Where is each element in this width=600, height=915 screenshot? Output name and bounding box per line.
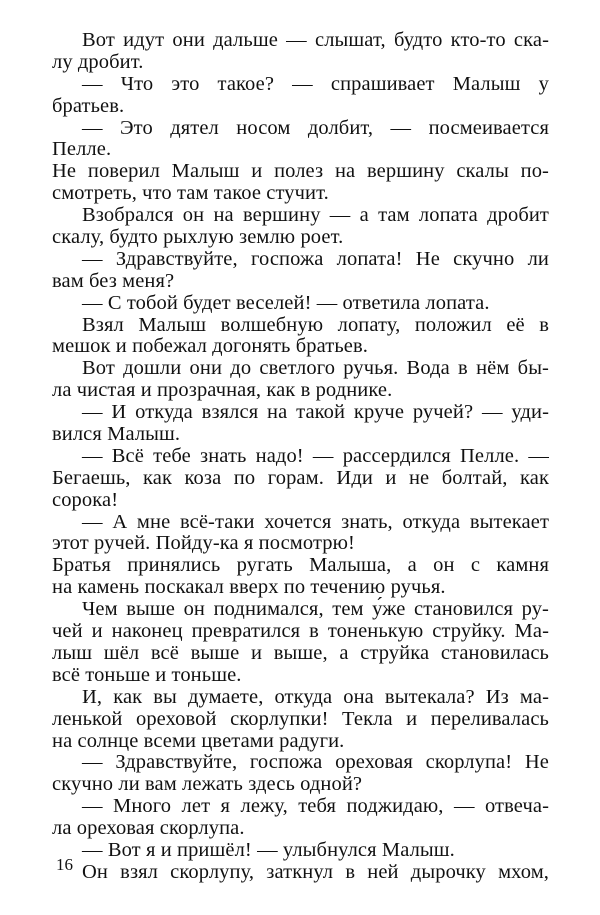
text-line: — И откуда взялся на такой круче ручей? — уди-	[82, 401, 549, 424]
text-line: ленькой ореховой скорлупки! Текла и переливалась	[52, 707, 549, 730]
text-line: Взобрался он на вершину — а там лопата дробит	[82, 204, 549, 227]
text-line: И, как вы думаете, откуда она вытекала? Из ма-	[82, 685, 549, 708]
text-line: ла ореховая скорлупа.	[52, 817, 245, 840]
text-line: Бегаешь, как коза по горам. Иди и не болтай, как	[52, 466, 549, 489]
text-line: — Много лет я лежу, тебя поджидаю, — отвеча-	[82, 795, 549, 818]
text-line: Братья принялись ругать Малыша, а он с камня	[52, 554, 549, 577]
text-line: этот ручей. Пойду-ка я посмотрю!	[52, 532, 355, 555]
text-line: Он взял скорлупу, заткнул в ней дырочку мхом,	[82, 860, 549, 883]
text-line: — С тобой будет веселей! — ответила лопата.	[82, 291, 490, 314]
text-line: — А мне всё-таки хочется знать, откуда вытекает	[82, 510, 549, 533]
text-line: чей и наконец превратился в тоненькую струйку. Ма-	[52, 620, 549, 643]
text-line: на солнце всеми цветами радуги.	[52, 729, 345, 752]
text-line: Вот идут они дальше — слышат, будто кто-то ска-	[82, 29, 549, 51]
text-line: лу дробит.	[52, 50, 144, 73]
text-line: — Это дятел носом долбит, — посмеивается	[82, 116, 549, 139]
text-line: вам без меня?	[52, 269, 175, 292]
text-line: Взял Малыш волшебную лопату, положил её в	[82, 313, 549, 336]
text-line: — Здравствуйте, госпожа лопата! Не скучно ли	[82, 247, 549, 270]
text-line: на камень поскакал вверх по течению ручья.	[52, 576, 446, 599]
page-number: 16	[56, 855, 73, 874]
text-line: ла чистая и прозрачная, как в роднике.	[52, 379, 393, 402]
text-line: — Всё тебе знать надо! — рассердился Пелле. —	[82, 444, 549, 467]
page-body-text	[52, 30, 549, 884]
text-line: всё тоньше и тоньше.	[52, 663, 242, 686]
text-line: — Здравствуйте, госпожа ореховая скорлупа! Не	[82, 751, 549, 774]
text-line: вился Малыш.	[52, 423, 181, 446]
text-line: — Вот я и пришёл! — улыбнулся Малыш.	[82, 838, 455, 861]
text-line: смотреть, что там такое стучит.	[52, 182, 329, 205]
text-line: скалу, будто рыхлую землю роет.	[52, 226, 344, 249]
text-line: Чем выше он поднимался, тем у́же становился ру-	[82, 598, 549, 621]
text-line: братьев.	[52, 94, 125, 117]
text-line: Вот дошли они до светлого ручья. Вода в нём бы-	[82, 357, 549, 380]
text-line: лыш шёл всё выше и выше, а струйка становилась	[52, 641, 549, 664]
text-line: скучно ли вам лежать здесь одной?	[52, 773, 363, 796]
text-line: — Что это такое? — спрашивает Малыш у	[82, 72, 549, 95]
text-line: мешок и побежал догонять братьев.	[52, 335, 368, 358]
text-line: Не поверил Малыш и полез на вершину скалы по-	[52, 160, 549, 183]
text-line: Пелле.	[52, 138, 112, 161]
text-line: сорока!	[52, 488, 119, 511]
